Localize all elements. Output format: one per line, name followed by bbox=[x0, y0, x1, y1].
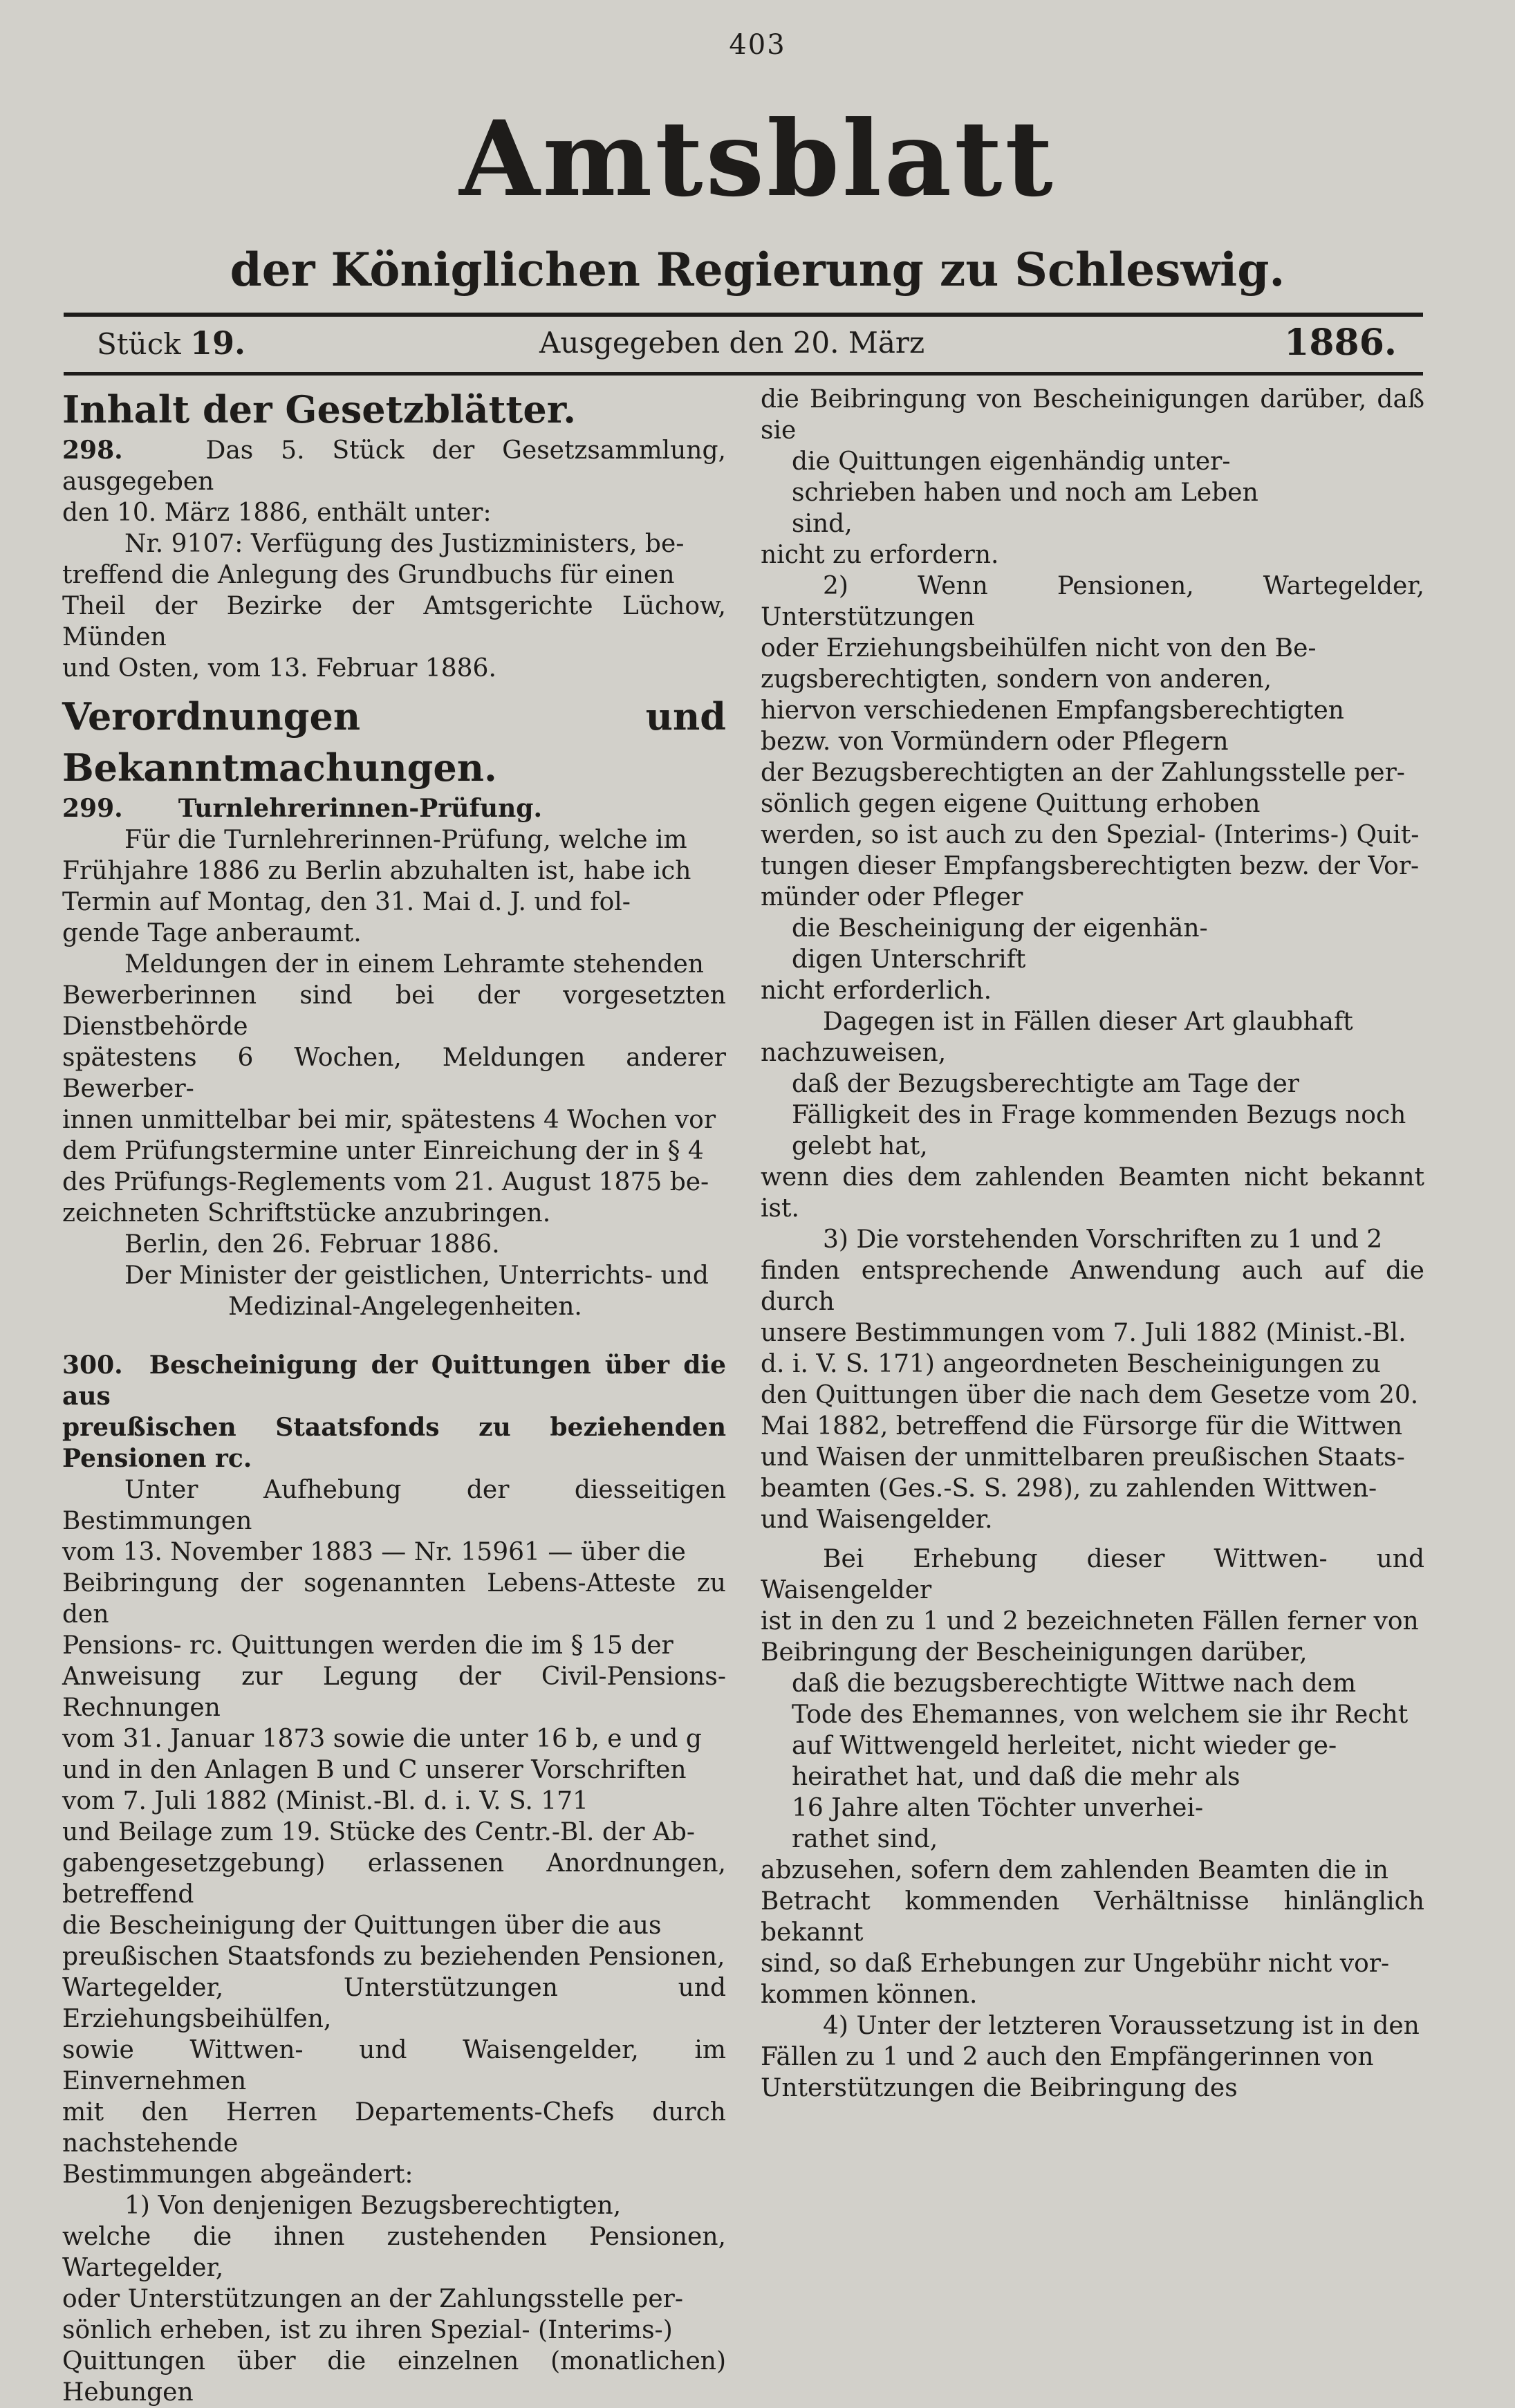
text-line: auf Wittwengeld herleitet, nicht wieder ge- bbox=[792, 1732, 1337, 1760]
text-line: sönlich gegen eigene Quittung erhoben bbox=[761, 790, 1261, 818]
text-line: die Bescheinigung der eigenhän- bbox=[792, 914, 1208, 943]
text-line: Bestimmungen abgeändert: bbox=[62, 2160, 413, 2189]
text-line: treffend die Anlegung des Grundbuchs für einen bbox=[62, 561, 675, 589]
text-line: vom 31. Januar 1873 sowie die unter 16 b, e und g bbox=[62, 1725, 702, 1753]
text-line: Theil der Bezirke der Amtsgerichte Lüchow, Münden bbox=[62, 592, 726, 651]
text-line: den Quittungen über die nach dem Gesetze vom 20. bbox=[761, 1381, 1419, 1409]
text-line: Betracht kommenden Verhältnisse hinlänglich bekannt bbox=[761, 1887, 1424, 1947]
text-line: sind, so daß Erhebungen zur Ungebühr nicht vor- bbox=[761, 1949, 1390, 1978]
issue-line bbox=[97, 322, 1397, 364]
signature: Der Minister der geistlichen, Unterrichts- und bbox=[124, 1261, 709, 1290]
article-heading: 300. Bescheinigung der Quittungen über die aus bbox=[62, 1351, 727, 1411]
signature-date: Berlin, den 26. Februar 1886. bbox=[124, 1230, 500, 1259]
text-line: beamten (Ges.-S. S. 298), zu zahlenden Wittwen- bbox=[761, 1474, 1377, 1503]
text-line: nicht erforderlich. bbox=[761, 976, 992, 1005]
issue-year: 1886. bbox=[1284, 322, 1397, 364]
text-line: oder Erziehungsbeihülfen nicht von den Be- bbox=[761, 634, 1317, 663]
top-rule bbox=[64, 313, 1423, 317]
text-line: nicht zu erfordern. bbox=[761, 541, 999, 569]
article-heading: 299. Turnlehrerinnen-Prüfung. bbox=[62, 794, 542, 823]
text-line: rathet sind, bbox=[792, 1825, 938, 1853]
text-line: den 10. März 1886, enthält unter: bbox=[62, 499, 492, 527]
text-line: Frühjahre 1886 zu Berlin abzuhalten ist, habe ich bbox=[62, 857, 691, 885]
text-line: wenn dies dem zahlenden Beamten nicht bekannt ist. bbox=[761, 1163, 1424, 1223]
text-line: welche die ihnen zustehenden Pensionen, Wartegelder, bbox=[62, 2223, 726, 2282]
section-heading: Inhalt der Gesetzblätter. bbox=[62, 387, 577, 432]
text-line: Beibringung der Bescheinigungen darüber, bbox=[761, 1638, 1308, 1667]
text-line: zugsberechtigten, sondern von anderen, bbox=[761, 665, 1272, 694]
text-line: zeichneten Schriftstücke anzubringen. bbox=[62, 1199, 551, 1228]
text-line: und Beilage zum 19. Stücke des Centr.-Bl. der Ab- bbox=[62, 1818, 696, 1846]
text-line: ist in den zu 1 und 2 bezeichneten Fällen ferner von bbox=[761, 1607, 1419, 1636]
text-line: vom 7. Juli 1882 (Minist.-Bl. d. i. V. S. 171 bbox=[62, 1787, 588, 1815]
text-line: sowie Wittwen- und Waisengelder, im Einvernehmen bbox=[62, 2036, 726, 2095]
text-line: Nr. 9107: Verfügung des Justizministers, be- bbox=[124, 530, 685, 558]
text-line: schrieben haben und noch am Leben bbox=[792, 479, 1258, 507]
text-line: kommen können. bbox=[761, 1981, 978, 2009]
text-line: daß die bezugsberechtigte Wittwe nach dem bbox=[792, 1669, 1357, 1698]
paragraph: 298. Das 5. Stück der Gesetzsammlung, ausgegeben bbox=[62, 436, 726, 496]
text-line: unsere Bestimmungen vom 7. Juli 1882 (Minist.-Bl. bbox=[761, 1319, 1406, 1347]
text-line: der Bezugsberechtigten an der Zahlungsstelle per- bbox=[761, 759, 1405, 787]
text-line: des Prüfungs-Reglements vom 21. August 1875 be- bbox=[62, 1168, 709, 1196]
text-line: die Beibringung von Bescheinigungen darüber, daß sie bbox=[761, 385, 1424, 445]
text-line: vom 13. November 1883 — Nr. 15961 — über die bbox=[62, 1538, 686, 1566]
text-line: sönlich erheben, ist zu ihren Spezial- (Interims-) bbox=[62, 2316, 673, 2344]
text-line: spätestens 6 Wochen, Meldungen anderer Bewerber- bbox=[62, 1044, 726, 1103]
text-line: innen unmittelbar bei mir, spätestens 4 Wochen vor bbox=[62, 1106, 716, 1134]
text-line: Anweisung zur Legung der Civil-Pensions-Rechnungen bbox=[62, 1663, 726, 1722]
page-number: 403 bbox=[729, 29, 786, 61]
text-line: digen Unterschrift bbox=[792, 945, 1026, 974]
text-line: 16 Jahre alten Töchter unverhei- bbox=[792, 1794, 1204, 1822]
text-line: Tode des Ehemannes, von welchem sie ihr Recht bbox=[792, 1701, 1409, 1729]
text-line: preußischen Staatsfonds zu beziehenden Pensionen, bbox=[62, 1943, 725, 1971]
text-line: die Quittungen eigenhändig unter- bbox=[792, 447, 1231, 476]
text-line: 4) Unter der letzteren Voraussetzung ist in den bbox=[823, 2012, 1420, 2040]
text-line: hiervon verschiedenen Empfangsberechtigten bbox=[761, 696, 1344, 725]
gazette-subtitle: der Königlichen Regierung zu Schleswig. bbox=[230, 243, 1285, 297]
text-line: Bewerberinnen sind bei der vorgesetzten Dienstbehörde bbox=[62, 981, 726, 1041]
text-line: und in den Anlagen B und C unserer Vorschriften bbox=[62, 1756, 687, 1784]
text-line: 2) Wenn Pensionen, Wartegelder, Unterstützungen bbox=[761, 572, 1424, 631]
text-line: Fällen zu 1 und 2 auch den Empfängerinnen von bbox=[761, 2043, 1374, 2071]
signature: Medizinal-Angelegenheiten. bbox=[228, 1293, 582, 1321]
text-line: Wartegelder, Unterstützungen und Erziehungsbeihülfen, bbox=[62, 1974, 726, 2033]
text-line: d. i. V. S. 171) angeordneten Bescheinigungen zu bbox=[761, 1350, 1381, 1378]
text-line: gelebt hat, bbox=[792, 1132, 928, 1160]
text-line: und Waisen der unmittelbaren preußischen Staats- bbox=[761, 1443, 1405, 1472]
text-line: Dagegen ist in Fällen dieser Art glaubhaft bbox=[823, 1008, 1353, 1036]
text-line: nachzuweisen, bbox=[761, 1039, 947, 1067]
article-heading: preußischen Staatsfonds zu beziehenden Pensionen rc. bbox=[62, 1413, 726, 1473]
text-line: heirathet hat, und daß die mehr als bbox=[792, 1763, 1240, 1791]
text-line: die Bescheinigung der Quittungen über die aus bbox=[62, 1911, 662, 1940]
text-line: gende Tage anberaumt. bbox=[62, 919, 362, 947]
text-line: sind, bbox=[792, 510, 853, 538]
text-line: Mai 1882, betreffend die Fürsorge für die Wittwen bbox=[761, 1412, 1403, 1441]
text-line: und Waisengelder. bbox=[761, 1506, 993, 1534]
issue-number: Stück 19. bbox=[97, 324, 246, 362]
text-line: gabengesetzgebung) erlassenen Anordnungen, betreffend bbox=[62, 1849, 726, 1909]
text-line: Unterstützungen die Beibringung des bbox=[761, 2074, 1238, 2102]
text-line: Pensions- rc. Quittungen werden die im § 15 der bbox=[62, 1631, 673, 1660]
text-line: daß der Bezugsberechtigte am Tage der bbox=[792, 1070, 1299, 1098]
text-line: und Osten, vom 13. Februar 1886. bbox=[62, 654, 496, 683]
text-line: mit den Herren Departements-Chefs durch nachstehende bbox=[62, 2098, 726, 2158]
text-line: werden, so ist auch zu den Spezial- (Interims-) Quit- bbox=[761, 821, 1420, 849]
text-line: Termin auf Montag, den 31. Mai d. J. und fol- bbox=[62, 888, 631, 916]
text-line: Unter Aufhebung der diesseitigen Bestimmungen bbox=[62, 1476, 726, 1535]
text-line: 1) Von denjenigen Bezugsberechtigten, bbox=[124, 2192, 622, 2220]
text-line: finden entsprechende Anwendung auch auf die durch bbox=[761, 1257, 1424, 1316]
text-line: 3) Die vorstehenden Vorschriften zu 1 und 2 bbox=[823, 1225, 1383, 1254]
left-column bbox=[62, 384, 726, 2408]
gazette-title: Amtsblatt bbox=[459, 98, 1056, 220]
text-line: Für die Turnlehrerinnen-Prüfung, welche im bbox=[124, 826, 687, 854]
section-heading: Verordnungen und Bekanntmachungen. bbox=[62, 694, 726, 790]
text-line: Meldungen der in einem Lehramte stehenden bbox=[124, 950, 704, 979]
issue-date: Ausgegeben den 20. März bbox=[539, 326, 925, 360]
text-line: bezw. von Vormündern oder Pflegern bbox=[761, 728, 1229, 756]
text-line: abzusehen, sofern dem zahlenden Beamten die in bbox=[761, 1856, 1388, 1884]
text-line: Beibringung der sogenannten Lebens-Atteste zu den bbox=[62, 1569, 726, 1629]
text-line: Fälligkeit des in Frage kommenden Bezugs noch bbox=[792, 1101, 1406, 1129]
text-line: oder Unterstützungen an der Zahlungsstelle per- bbox=[62, 2285, 683, 2313]
bottom-rule bbox=[64, 372, 1423, 376]
text-line: münder oder Pfleger bbox=[761, 883, 1023, 911]
text-line: Bei Erhebung dieser Wittwen- und Waisengelder bbox=[761, 1545, 1424, 1604]
text-line: tungen dieser Empfangsberechtigten bezw. der Vor- bbox=[761, 852, 1420, 880]
right-column bbox=[761, 384, 1424, 2104]
text-line: dem Prüfungstermine unter Einreichung der in § 4 bbox=[62, 1137, 704, 1165]
text-line: Quittungen über die einzelnen (monatlichen) Hebungen bbox=[62, 2347, 726, 2407]
